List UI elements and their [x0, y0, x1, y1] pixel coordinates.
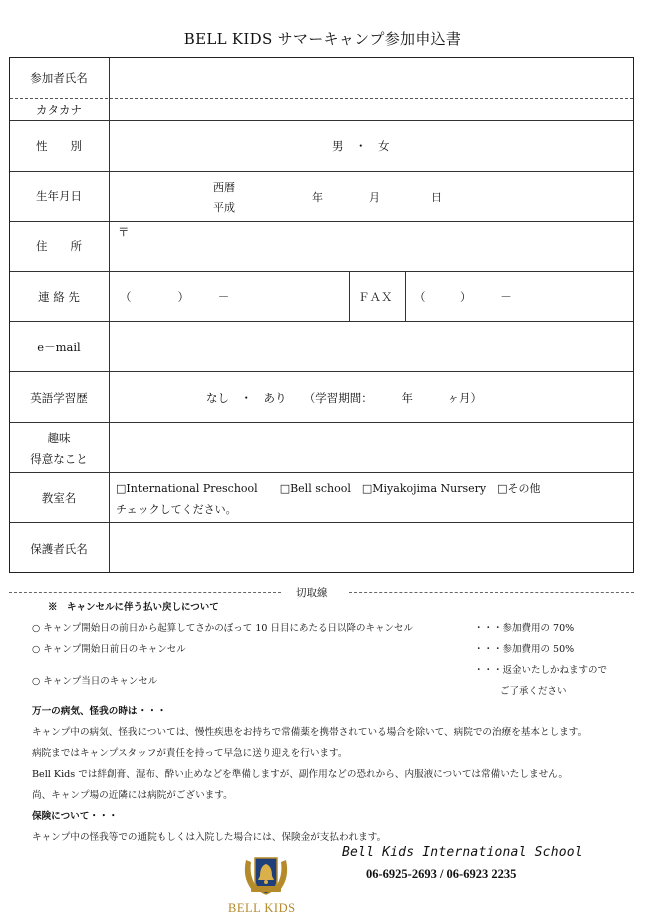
- email-label: e－mail: [37, 340, 81, 354]
- cancel-condition: ○ キャンプ開始日前日のキャンセル: [32, 644, 186, 655]
- hobby-label: 趣味: [47, 431, 71, 445]
- birth-era-western: 西暦: [213, 181, 235, 194]
- row-divider: [10, 221, 633, 222]
- contact-divider: [349, 271, 350, 321]
- specialty-label: 得意なこと: [30, 452, 88, 466]
- row-divider: [10, 422, 633, 423]
- label-column-divider: [109, 58, 110, 572]
- birth-year-unit: 年: [312, 191, 323, 204]
- phone-numbers: 06-6925-2693 / 06-6923 2235: [366, 867, 517, 881]
- cancel-fee: ・・・参加費用の 70%: [474, 623, 575, 634]
- fax-field[interactable]: （ ） －: [414, 290, 512, 304]
- gender-options[interactable]: 男 ・ 女: [332, 139, 390, 153]
- postal-mark: 〒: [118, 225, 130, 239]
- classroom-label: 教室名: [41, 491, 77, 505]
- cut-line-label: 切取線: [290, 585, 334, 600]
- form-title: BELL KIDS サマーキャンプ参加申込書: [183, 30, 462, 48]
- email-field[interactable]: [110, 323, 632, 369]
- tel-field[interactable]: （ ） －: [120, 290, 230, 304]
- row-divider: [10, 321, 633, 322]
- birth-day-unit: 日: [431, 191, 442, 204]
- guardian-name-label: 保護者氏名: [30, 542, 88, 556]
- insurance-line: キャンプ中の怪我等での通院もしくは入院した場合には、保険金が支払われます。: [32, 832, 387, 843]
- gender-label: 性 別: [36, 139, 82, 153]
- logo-wordmark: BELL KIDS: [228, 901, 296, 915]
- birth-month-unit: 月: [369, 191, 380, 204]
- row-divider: [10, 522, 633, 523]
- row-divider: [10, 120, 633, 121]
- classroom-checkboxes[interactable]: □International Preschool □Bell school □Miyakojima Nursery □その他: [116, 482, 541, 495]
- english-history-label: 英語学習歴: [30, 391, 88, 405]
- insurance-heading: 保険について・・・: [32, 811, 119, 822]
- emergency-line: 病院まではキャンプスタッフが責任を持って早急に送り迎えを行います。: [32, 748, 348, 759]
- bell-kids-logo-icon: [238, 850, 294, 900]
- cancel-condition: ○ キャンプ開始日の前日から起算してさかのぼって 10 日目にあたる日以降のキャンセル: [32, 623, 413, 634]
- birthdate-label: 生年月日: [36, 189, 82, 203]
- english-history-options[interactable]: なし ・ あり （学習期間： 年 ヶ月）: [206, 391, 482, 405]
- application-form: [9, 57, 634, 573]
- classroom-instruction: チェックしてください。: [116, 503, 237, 516]
- row-divider: [10, 171, 633, 172]
- kana-dashed-divider: [10, 98, 633, 99]
- participant-name-label: 参加者氏名: [30, 71, 88, 85]
- birth-era-heisei: 平成: [213, 201, 235, 214]
- row-divider: [10, 271, 633, 272]
- fax-label: ＦＡＸ: [358, 290, 393, 304]
- row-divider: [10, 371, 633, 372]
- katakana-field[interactable]: [110, 100, 632, 119]
- cancel-heading: ※ キャンセルに伴う払い戻しについて: [48, 602, 219, 613]
- cut-line-right: [349, 592, 634, 593]
- emergency-heading: 万一の病気、怪我の時は・・・: [32, 706, 167, 717]
- cancel-fee-note: ご了承ください: [500, 686, 567, 697]
- participant-name-field[interactable]: [110, 59, 632, 97]
- contact-label: 連 絡 先: [38, 290, 80, 304]
- cancel-fee: ・・・返金いたしかねますので: [474, 665, 608, 676]
- emergency-line: キャンプ中の病気、怪我については、慢性疾患をお持ちで常備薬を携帯されている場合を除いて、病院での治療を基本とします。: [32, 727, 588, 738]
- address-label: 住 所: [36, 239, 82, 253]
- emergency-line: Bell Kids では絆創膏、湿布、酔い止めなどを準備しますが、副作用などの恐れから、内服液については常備いたしません。: [32, 769, 568, 780]
- guardian-name-field[interactable]: [110, 524, 632, 571]
- row-divider: [10, 472, 633, 473]
- hobby-field[interactable]: [110, 424, 632, 470]
- school-name: Bell Kids International School: [342, 845, 583, 860]
- katakana-label: カタカナ: [36, 103, 82, 117]
- cancel-condition: ○ キャンプ当日のキャンセル: [32, 676, 158, 687]
- cut-line-left: [9, 592, 281, 593]
- cancel-fee: ・・・参加費用の 50%: [474, 644, 575, 655]
- fax-label-divider: [405, 271, 406, 321]
- emergency-line: 尚、キャンプ場の近隣には病院がございます。: [32, 790, 233, 801]
